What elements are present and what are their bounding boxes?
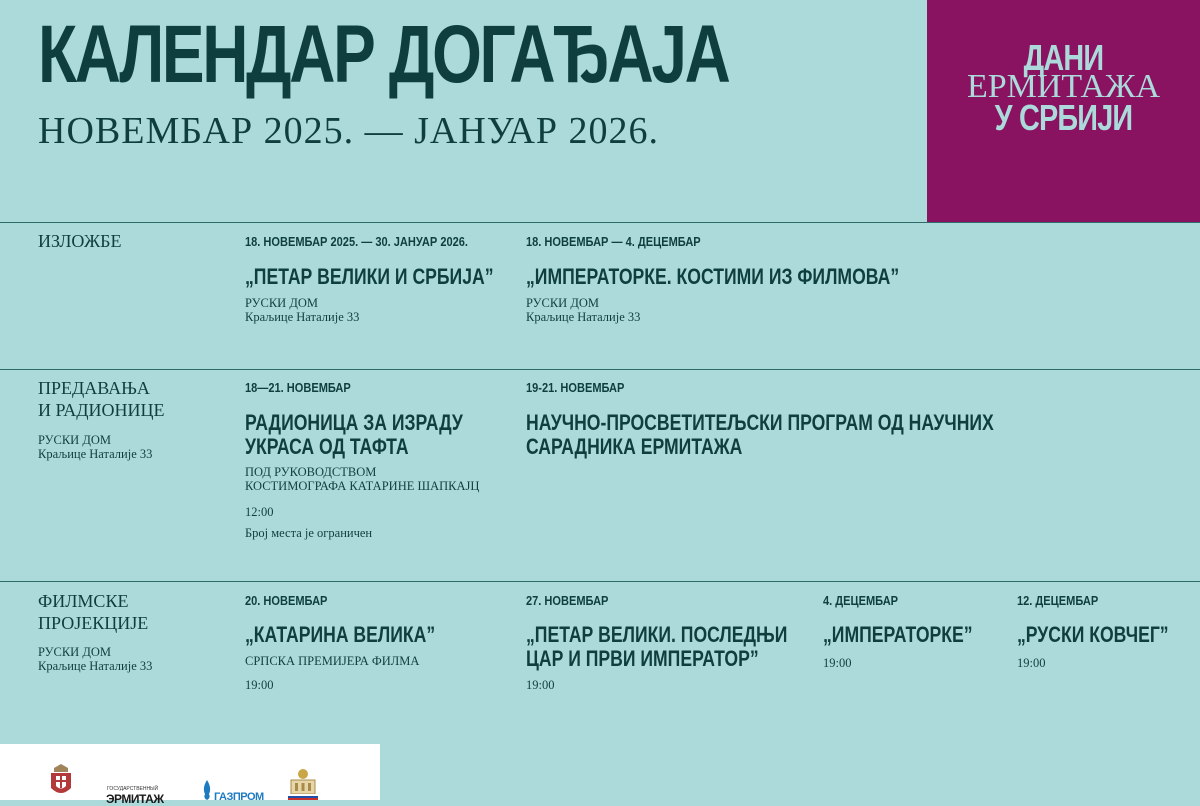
event-date: 19-21. НОВЕМБАР bbox=[526, 380, 625, 395]
category-lectures: И РАДИОНИЦЕ bbox=[38, 400, 165, 420]
event-title: САРАДНИКА ЕРМИТАЖА bbox=[526, 434, 743, 459]
event-date: 27. НОВЕМБАР bbox=[526, 593, 609, 608]
partner-logos bbox=[0, 744, 380, 806]
category-lectures: ПРЕДАВАЊА bbox=[38, 378, 150, 398]
event-time: 19:00 bbox=[526, 678, 555, 692]
event-title: „ПЕТАР ВЕЛИКИ И СРБИЈА” bbox=[245, 264, 494, 289]
event-date: 18. НОВЕМБАР 2025. — 30. ЈАНУАР 2026. bbox=[245, 234, 469, 249]
brand-panel bbox=[927, 0, 1200, 222]
event-time: 12:00 bbox=[245, 505, 274, 519]
event-venue: РУСКИ ДОМ bbox=[526, 296, 599, 310]
event-title: „ИМПЕРАТОРКЕ” bbox=[823, 622, 973, 647]
event-date: 18. НОВЕМБАР — 4. ДЕЦЕМБАР bbox=[526, 234, 701, 249]
page-subtitle: НОВЕМБАР 2025. — ЈАНУАР 2026. bbox=[38, 110, 660, 152]
event-title: „РУСКИ КОВЧЕГ” bbox=[1017, 622, 1169, 647]
category-films: ПРОЈЕКЦИЈЕ bbox=[38, 613, 149, 633]
event-note: КОСТИМОГРАФА КАТАРИНЕ ШАПКАЈЦ bbox=[245, 479, 480, 493]
event-note: СРПСКА ПРЕМИЈЕРА ФИЛМА bbox=[245, 654, 420, 668]
event-title: „КАТАРИНА ВЕЛИКА” bbox=[245, 622, 436, 647]
serbia-coat-of-arms-icon bbox=[48, 764, 74, 800]
brand-line-1: ДАНИ bbox=[1023, 37, 1104, 78]
gazprom-flame-icon bbox=[202, 780, 212, 800]
hermitage-logo: ГОСУДАРСТВЕННЫЙ bbox=[107, 786, 159, 792]
category-exhibitions: ИЗЛОЖБЕ bbox=[38, 231, 122, 251]
event-time: 19:00 bbox=[823, 656, 852, 670]
category-films: ФИЛМСКЕ bbox=[38, 591, 129, 611]
event-date: 4. ДЕЦЕМБАР bbox=[823, 593, 899, 608]
event-title: „ПЕТАР ВЕЛИКИ. ПОСЛЕДЊИ bbox=[526, 622, 788, 647]
event-date: 12. ДЕЦЕМБАР bbox=[1017, 593, 1099, 608]
event-title: РАДИОНИЦА ЗА ИЗРАДУ bbox=[245, 410, 463, 435]
brand-line-2: ЕРМИТАЖА bbox=[966, 68, 1161, 105]
category-venue: РУСКИ ДОМ bbox=[38, 433, 111, 447]
category-address: Краљице Наталије 33 bbox=[38, 659, 153, 673]
brand-line-3: У СРБИЈИ bbox=[994, 97, 1133, 138]
gazprom-logo: ГАЗПРОМ bbox=[214, 791, 264, 803]
section-divider bbox=[0, 369, 1200, 370]
event-address: Краљице Наталије 33 bbox=[526, 310, 641, 324]
event-title: УКРАСА ОД ТАФТА bbox=[245, 434, 409, 459]
event-address: Краљице Наталије 33 bbox=[245, 310, 360, 324]
event-time: 19:00 bbox=[1017, 656, 1046, 670]
section-divider bbox=[0, 222, 1200, 223]
event-title: „ИМПЕРАТОРКЕ. КОСТИМИ ИЗ ФИЛМОВА” bbox=[526, 264, 900, 289]
event-date: 20. НОВЕМБАР bbox=[245, 593, 328, 608]
category-venue: РУСКИ ДОМ bbox=[38, 645, 111, 659]
event-note: ПОД РУКОВОДСТВОМ bbox=[245, 465, 377, 479]
event-date: 18—21. НОВЕМБАР bbox=[245, 380, 351, 395]
page-title: КАЛЕНДАР ДОГАЂАЈА bbox=[38, 9, 729, 100]
event-title: ЦАР И ПРВИ ИМПЕРАТОР” bbox=[526, 646, 759, 671]
russian-house-logo bbox=[286, 766, 320, 800]
category-address: Краљице Наталије 33 bbox=[38, 447, 153, 461]
event-limit: Број места је ограничен bbox=[245, 526, 373, 540]
hermitage-logo: ЭРМИТАЖ bbox=[106, 792, 164, 806]
event-time: 19:00 bbox=[245, 678, 274, 692]
event-venue: РУСКИ ДОМ bbox=[245, 296, 318, 310]
event-title: НАУЧНО-ПРОСВЕТИТЕЉСКИ ПРОГРАМ ОД НАУЧНИХ bbox=[526, 410, 994, 435]
section-divider bbox=[0, 581, 1200, 582]
